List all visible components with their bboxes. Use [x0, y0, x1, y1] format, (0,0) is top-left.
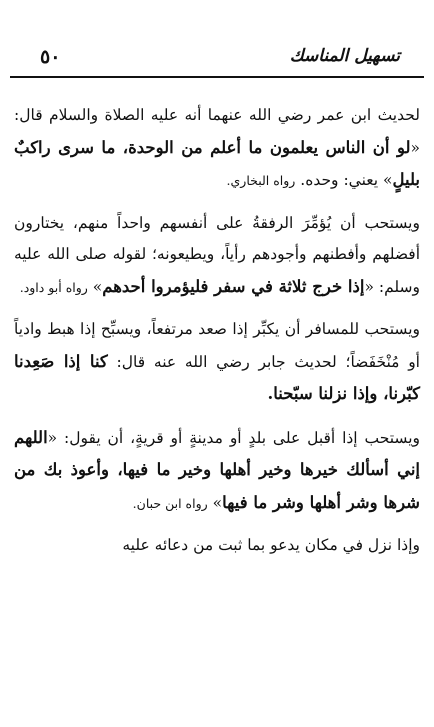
paragraph-text: وإذا نزل في مكان يدعو بما ثبت من دعائه عليه — [122, 536, 420, 554]
body-text — [14, 100, 420, 562]
paragraph-text: ويستحب إذا أقبل على بلدٍ أو مدينةٍ أو قريةٍ، أن يقول: « — [47, 428, 420, 447]
paragraph-p4 — [14, 422, 420, 520]
book-title: تسهيل المناسك — [289, 46, 400, 66]
header-rule — [10, 76, 424, 78]
paragraph-p1 — [14, 100, 420, 197]
quoted-text: إذا خرج ثلاثة في سفر فليؤمروا أحدهم — [102, 276, 365, 296]
paragraph-p5 — [14, 530, 420, 562]
paragraph-p3 — [14, 314, 420, 411]
paragraph-text: » يعني: وحده. — [295, 171, 393, 189]
paragraph-text: ويستحب للمسافر أن يكبِّر إذا صعد مرتفعاً، ويسبِّح إذا هبط وادياً أو مُنْخَفَضاً؛ لحديث جابر رضي الله عنه قال: — [14, 320, 420, 371]
paragraph-p2 — [14, 208, 420, 304]
page-number: ٥٠ — [40, 46, 61, 68]
source-citation: رواه ابن حبان. — [132, 495, 208, 511]
quoted-text: اللهم إني أسألك خيرها وخير أهلها وخير ما فيها، وأعوذ بك من شرها وشر أهلها وشر ما فيها — [14, 427, 420, 512]
paragraph-text: ويستحب أن يُؤمِّرَ الرفقةُ على أنفسهم واحداً منهم، يختارون أفضلهم وأفطنهم وأجودهم رأياً، ويطيعونه؛ لقوله صلى الله عليه وسلم: « — [14, 213, 420, 296]
paragraph-text: لحديث ابن عمر رضي الله عنهما أنه عليه الصلاة والسلام قال: « — [14, 106, 420, 157]
page-header — [16, 0, 420, 70]
quoted-text: لو أن الناس يعلمون ما أعلم من الوحدة، ما سرى راكبٌ بليلٍ — [14, 137, 420, 189]
paragraph-text: » — [207, 493, 223, 512]
quoted-text: كنا إذا صَعِدنا كبّرنا، وإذا نزلنا سبّحنا. — [14, 351, 420, 403]
source-citation: رواه أبو داود. — [19, 279, 88, 295]
paragraph-text: » — [87, 277, 103, 296]
source-citation: رواه البخاري. — [226, 173, 296, 188]
